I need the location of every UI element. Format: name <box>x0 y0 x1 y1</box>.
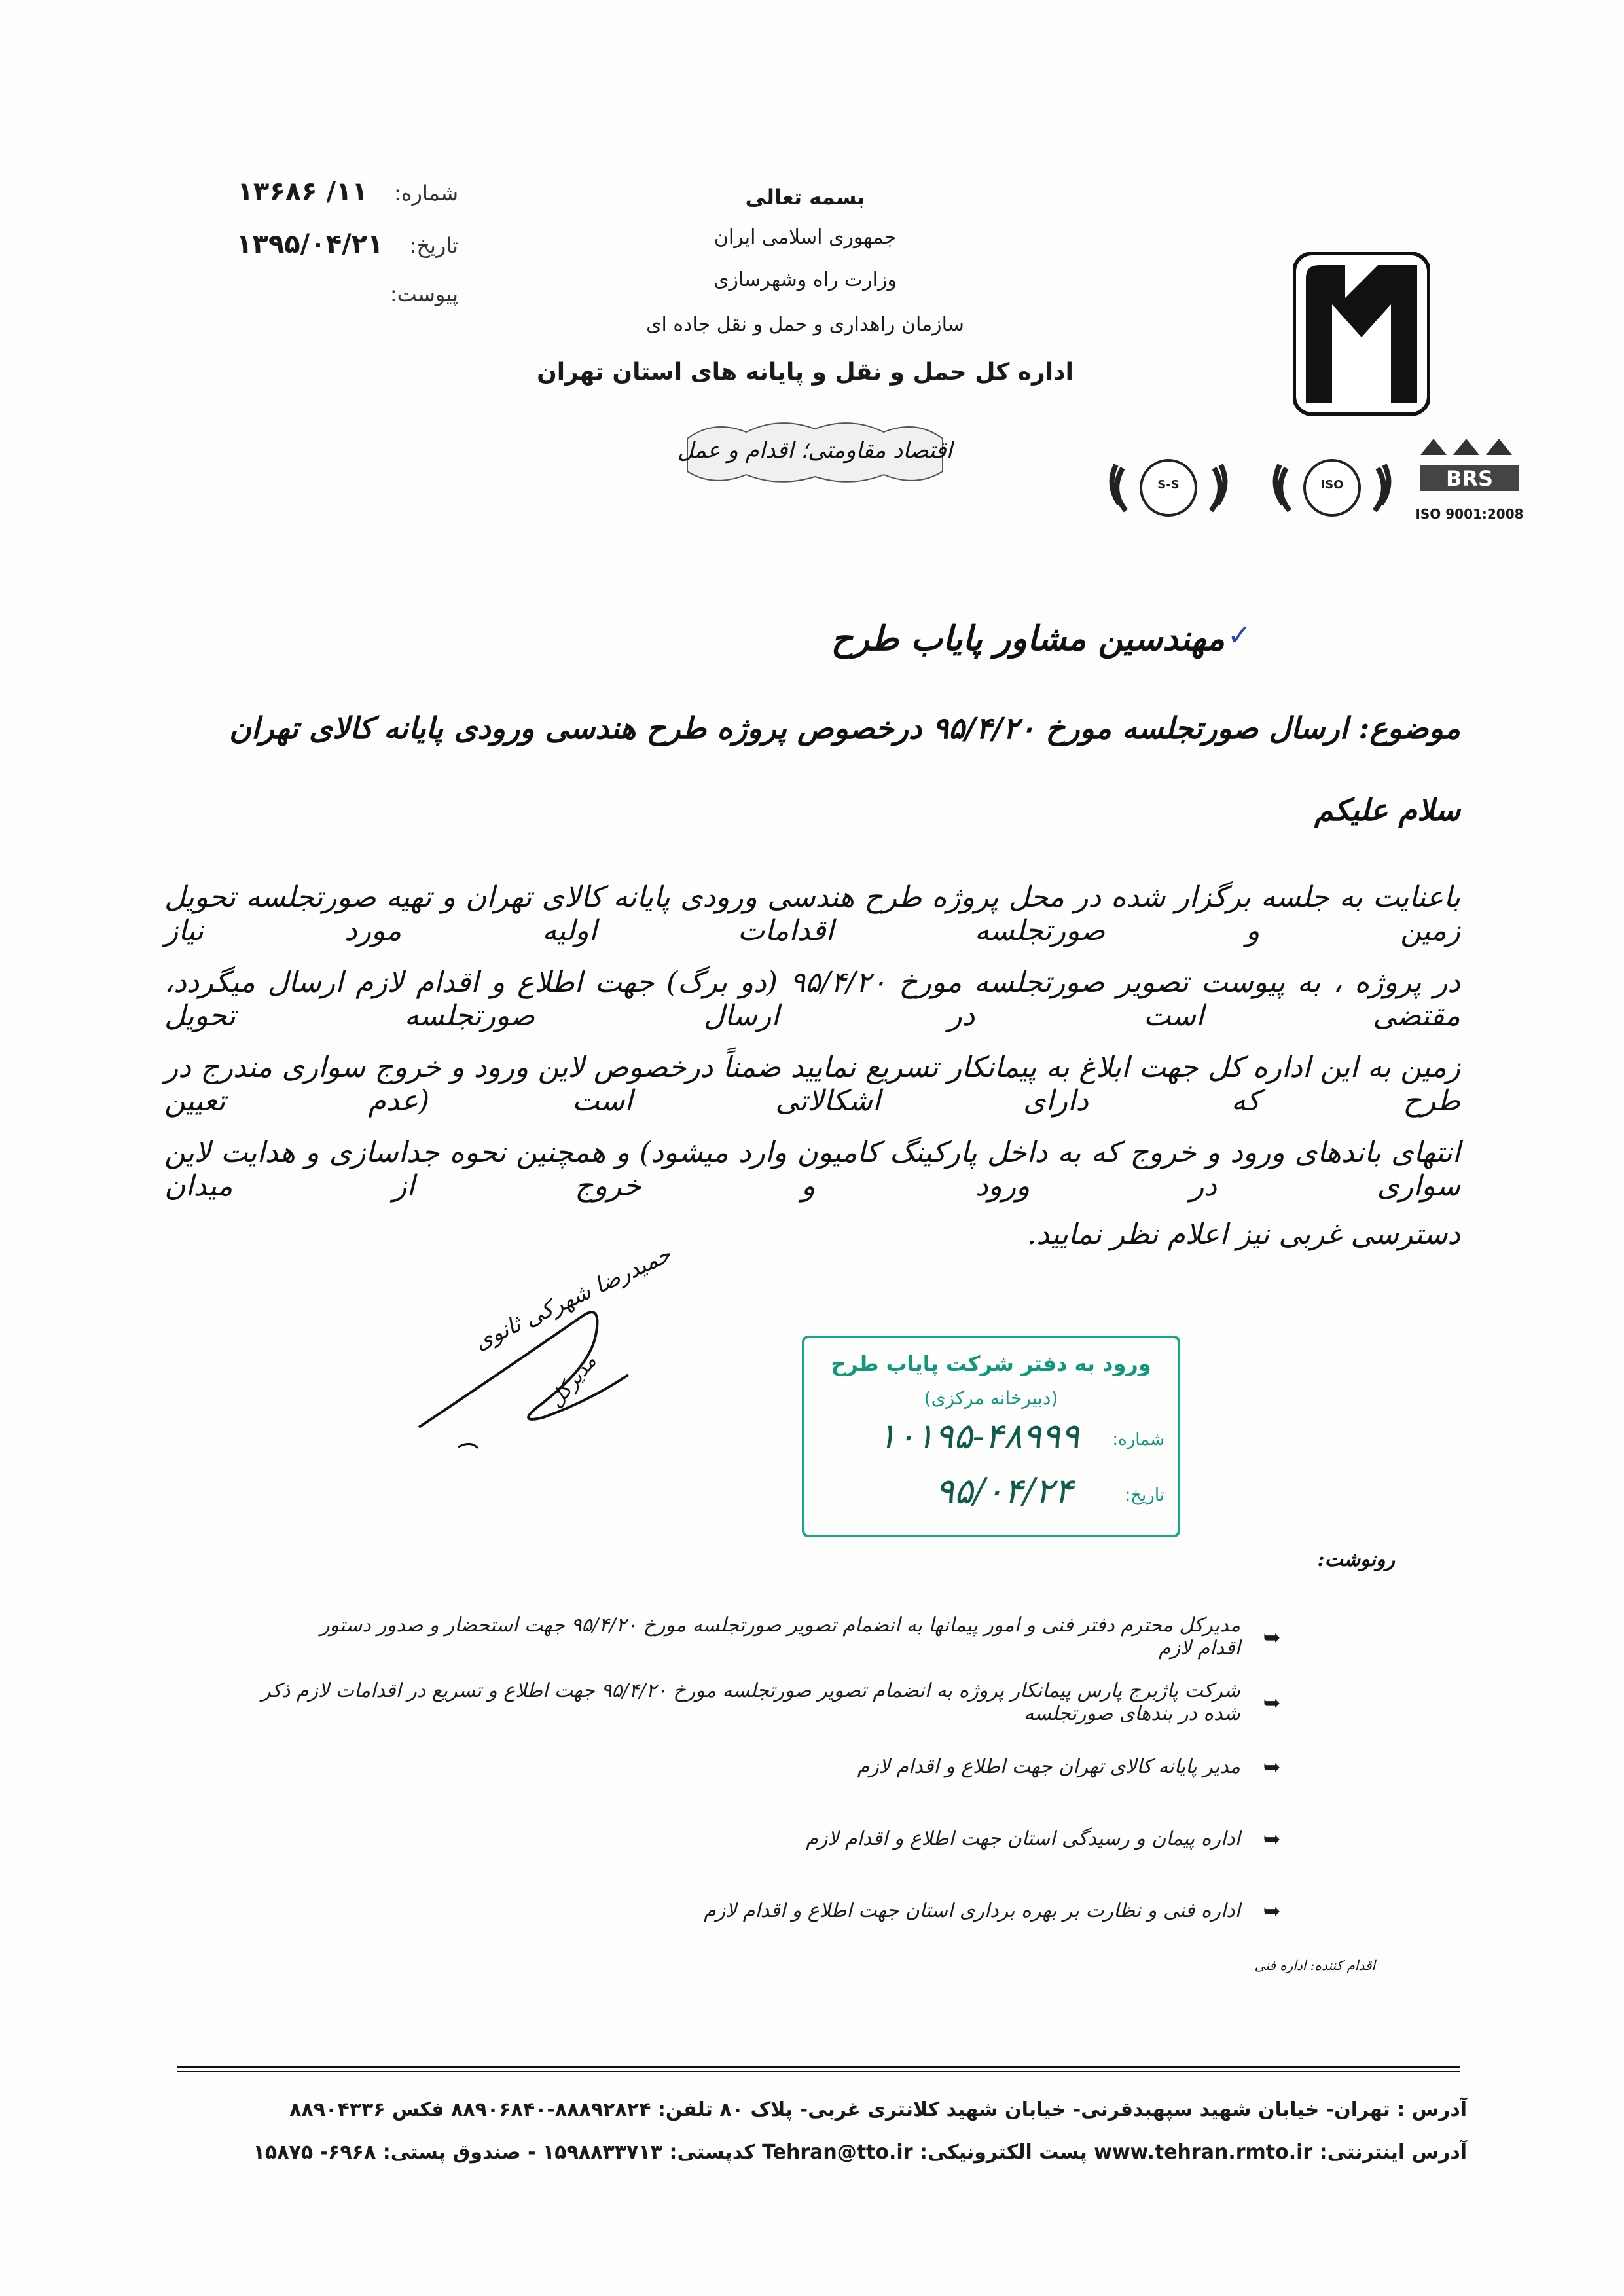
stamp-title: ورود به دفتر شرکت پایاب طرح <box>831 1351 1151 1376</box>
slogan-text: اقتصاد مقاومتی؛ اقدام و عمل <box>677 437 953 464</box>
letter-number-row <box>209 177 458 207</box>
cc-item <box>302 1755 1284 1778</box>
cert-logo-iso-label: ISO <box>1320 478 1344 492</box>
recipient: مهندسین مشاور پایاب طرح <box>831 619 1225 659</box>
signer-name: حمیدرضا شهرکی ثانوی <box>470 1241 676 1356</box>
header-line-3: سازمان راهداری و حمل و نقل جاده ای <box>646 313 964 336</box>
cc-item <box>302 1899 1284 1922</box>
footer-divider-top <box>177 2066 1460 2068</box>
arrow-bullet-icon: ➥ <box>1263 1827 1281 1851</box>
letter-date-row <box>209 229 458 259</box>
stamp-date-label: تاریخ: <box>1125 1485 1164 1505</box>
brs-label: BRS <box>1445 466 1494 491</box>
arrow-bullet-icon: ➥ <box>1263 1625 1281 1650</box>
header-line-2: وزارت راه وشهرسازی <box>713 268 897 291</box>
stamp-number-value: ۱۰۱۹۵-۴۸۹۹۹ <box>877 1415 1079 1457</box>
stamp-date-value: ۹۵/۰۴/۲۴ <box>935 1470 1073 1512</box>
signer-title: مدیرکل <box>544 1350 602 1412</box>
cert-logo-ss-label: S-S <box>1157 478 1180 492</box>
arrow-bullet-icon: ➥ <box>1263 1690 1281 1715</box>
cert-logo-ss <box>1100 445 1237 530</box>
letter-number-label: شماره: <box>393 181 458 206</box>
bismillah: بسمه تعالی <box>745 185 865 210</box>
footer-internet: آدرس اینترنتی: www.tehran.rmto.ir پست الکترونیکی: Tehran@tto.ir کدپستی: ۱۵۹۸۸۳۳۷۱۳ - صندوق پستی: ۶۹۶۸- ۱۵۸۷۵ <box>253 2141 1467 2164</box>
subject: موضوع: ارسال صورتجلسه مورخ ۹۵/۴/۲۰ درخصوص پروژه طرح هندسی ورودی پایانه کالای تهران <box>228 710 1460 746</box>
cc-item-text: اداره فنی و نظارت بر بهره برداری استان جهت اطلاع و اقدام لازم <box>704 1899 1240 1922</box>
stamp-number-label: شماره: <box>1112 1430 1164 1449</box>
letter-attachment-label: پیوست: <box>389 282 458 306</box>
body-line-1: باعنایت به جلسه برگزار شده در محل پروژه طرح هندسی ورودی پایانه کالای تهران و تهیه صورتجلسه تحویل زمین و صورتجلسه اقدامات اولیه مورد نیاز <box>164 881 1460 947</box>
arrow-bullet-icon: ➥ <box>1263 1899 1281 1923</box>
body-line-4: انتهای باندهای ورود و خروج که به داخل پارکینگ کامیون وارد میشود) و همچنین نحوه جداسازی و هدایت لاین سواری در ورود و خروج از میدان <box>164 1136 1460 1203</box>
checkmark-icon: ✓ <box>1227 619 1252 652</box>
footer-address: آدرس : تهران- خیابان شهید سپهبدقرنی- خیابان شهید کلانتری غربی- پلاک ۸۰ تلفن: ۸۸۸۹۲۸۲۴-۸۸۹۰۶۸۴۰ فکس ۸۸۹۰۴۳۳۶ <box>289 2098 1467 2121</box>
header-line-1: جمهوری اسلامی ایران <box>713 226 897 249</box>
footer-divider-bottom <box>177 2071 1460 2072</box>
cc-item-text: شرکت پاژبرج پارس پیمانکار پروژه به انضمام تصویر صورتجلسه مورخ ۹۵/۴/۲۰ جهت اطلاع و تسریع در اقدامات لازم ذکر شده در بندهای صورتجلسه <box>261 1679 1240 1725</box>
iso-label: ISO 9001:2008 <box>1415 506 1524 522</box>
cc-item-text: مدیر پایانه کالای تهران جهت اطلاع و اقدام لازم <box>857 1755 1240 1778</box>
receipt-stamp <box>802 1336 1180 1537</box>
cc-heading: رونوشت: <box>1317 1548 1395 1571</box>
slogan-banner <box>674 412 956 491</box>
letter-attachment-row <box>209 282 458 306</box>
ministry-logo <box>1293 252 1430 416</box>
cert-logo-iso <box>1263 445 1401 530</box>
body-line-2: در پروژه ، به پیوست تصویر صورتجلسه مورخ ۹۵/۴/۲۰ (دو برگ) جهت اطلاع و اقدام لازم ارسال میگردد، مقتضی است در ارسال صورتجلسه تحویل <box>164 966 1460 1032</box>
signature <box>367 1241 694 1460</box>
body-line-5: دسترسی غربی نیز اعلام نظر نمایید. <box>1027 1218 1460 1251</box>
ministry-logo-icon <box>1293 252 1430 416</box>
stamp-subtitle: (دبیرخانه مرکزی) <box>924 1387 1058 1409</box>
cc-item <box>223 1679 1284 1725</box>
header-line-4: اداره کل حمل و نقل و پایانه های استان تهران <box>537 359 1074 386</box>
letter-number-value: ۱۱/ ۱۳۶۸۶ <box>237 177 368 207</box>
letter-date-label: تاریخ: <box>409 233 458 258</box>
greeting: سلام علیکم <box>1314 792 1460 828</box>
cc-item <box>302 1614 1284 1660</box>
cc-item-text: مدیرکل محترم دفتر فنی و امور پیمانها به انضمام تصویر صورتجلسه مورخ ۹۵/۴/۲۰ جهت استحضار و صدور دستور اقدام لازم <box>320 1614 1240 1660</box>
action-note: اقدام کننده: اداره فنی <box>1254 1958 1375 1973</box>
cc-item-text: اداره پیمان و رسیدگی استان جهت اطلاع و اقدام لازم <box>806 1827 1240 1850</box>
body-line-3: زمین به این اداره کل جهت ابلاغ به پیمانکار تسریع نمایید ضمناً درخصوص لاین ورود و خروج سواری مندرج در طرح که دارای اشکالاتی است (عدم تعیین <box>164 1051 1460 1118</box>
arrow-bullet-icon: ➥ <box>1263 1755 1281 1779</box>
cc-item <box>302 1827 1284 1850</box>
brs-logo <box>1414 435 1525 540</box>
letter-date-value: ۱۳۹۵/۰۴/۲۱ <box>236 229 384 259</box>
